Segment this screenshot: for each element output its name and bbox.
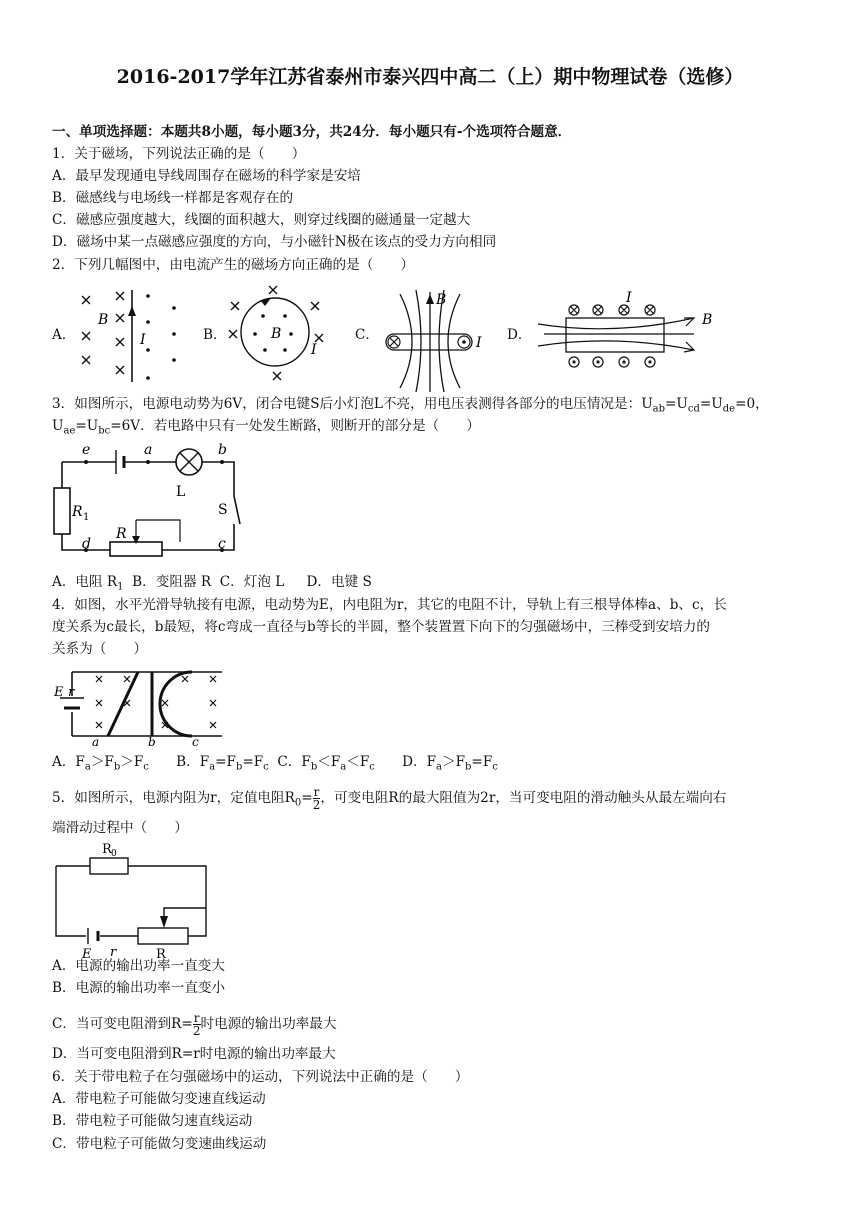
q4-label-a: a <box>92 735 100 749</box>
q4-stem-line2: 度关系为c最长，b最短，将c弯成一直径与b等长的半圆，整个装置置下向下的匀强磁场中，三棒受到安培力的 <box>52 619 710 635</box>
q4-stem-line1: 4．如图，水平光滑导轨接有电源，电动势为E，内电阻为r，其它的电阻不计，导轨上有三根导体棒a、b、c，长 <box>52 597 727 613</box>
section-heading: 一、单项选择题：本题共8小题，每小题3分，共24分．每小题只有-个选项符合题意． <box>52 124 572 140</box>
q5-label-rv: R <box>156 947 166 962</box>
q5-stem-line2: 端滑动过程中（ ） <box>52 820 188 836</box>
q5-label-e: E <box>82 947 92 962</box>
q2c-b-label: B <box>436 292 447 308</box>
q4-label-c: c <box>192 735 199 749</box>
q2-figure-c <box>380 288 500 388</box>
q6-option-b: B．带电粒子可能做匀速直线运动 <box>52 1113 253 1129</box>
q2b-b-label: B <box>271 326 282 342</box>
q5-label-r0: R <box>102 842 112 857</box>
q2a-i-label: I <box>140 332 146 348</box>
q5-label-r: r <box>110 945 117 960</box>
q3-label-e: e <box>82 442 91 458</box>
q5-option-d: D．当可变电阻滑到R=r时电源的输出功率最大 <box>52 1046 336 1062</box>
q5-fraction: $\frac{r}{2}$ <box>312 785 321 812</box>
q6-option-c: C．带电粒子可能做匀变速曲线运动 <box>52 1136 267 1152</box>
q5-option-b: B．电源的输出功率一直变小 <box>52 980 226 996</box>
q3-label-d: d <box>82 536 91 552</box>
q3-label-a: a <box>144 442 153 458</box>
q4-label-b: b <box>148 735 156 749</box>
q3-label-r1: R <box>72 504 83 520</box>
q3-label-c: c <box>218 536 226 552</box>
q4-options: A．$F_a>F_b>F_c$ B．$F_a=F_b=F_c$ C．$F_b<F_a<F_c$ D．$F_a>F_b=F_c$ <box>52 754 498 773</box>
q3-label-r: R <box>116 526 127 542</box>
q3-label-s: S <box>218 502 228 518</box>
q4-label-r: r <box>68 685 75 700</box>
q3-label-r1-sub: 1 <box>83 512 90 523</box>
q4-stem-line3: 关系为（ ） <box>52 641 148 657</box>
q5-circuit <box>52 840 222 962</box>
q2d-b-label: B <box>702 312 713 328</box>
q2a-b-label: B <box>98 312 109 328</box>
page-title: 2016-2017学年江苏省泰州市泰兴四中高二（上）期中物理试卷（选修） <box>116 66 744 88</box>
q2-figure-b <box>225 284 325 384</box>
q6-option-a: A．带电粒子可能做匀变速直线运动 <box>52 1091 266 1107</box>
q3-label-b: b <box>218 442 227 458</box>
q2-figure-d <box>534 288 724 388</box>
q5-option-c-fraction: $\frac{r}{2}$ <box>192 1011 201 1038</box>
q5-stem-line1: 5．如图所示，电源内阻为r，定值电阻$R_0=$ $\frac{r}{2}$ ，可变电阻R的最大阻值为2r，当可变电阻的滑动触头从最左端向右 <box>52 785 727 812</box>
q2c-i-label: I <box>476 335 482 351</box>
q1-option-a: A．最早发现通电导线周围存在磁场的科学家是安培 <box>52 168 361 184</box>
q6-stem: 6．关于带电粒子在匀强磁场中的运动，下列说法中正确的是（ ） <box>52 1069 469 1085</box>
q4-figure <box>52 668 227 749</box>
q5-label-r0-sub: 0 <box>111 849 117 859</box>
q2b-i-label: I <box>311 342 317 358</box>
q3-label-l: L <box>176 484 186 500</box>
q3-stem-line1: 3．如图所示，电源电动势为6V，闭合电键S后小灯泡L不亮，用电压表测得各部分的电压情况是：$U_{ab}=U_{cd}=U_{de}=0$， <box>52 396 769 415</box>
q2-figure-a <box>76 286 196 386</box>
q5-option-a: A．电源的输出功率一直变大 <box>52 958 225 974</box>
q1-option-c: C．磁感应强度越大，线圈的面积越大，则穿过线圈的磁通量一定越大 <box>52 212 471 228</box>
q1-option-b: B．磁感线与电场线一样都是客观存在的 <box>52 190 294 206</box>
q2d-i-label: I <box>626 290 632 306</box>
q2-label-c: C． <box>355 327 379 343</box>
q2-label-a: A． <box>52 327 76 343</box>
q4-label-e: E <box>54 685 64 700</box>
q2-stem: 2．下列几幅图中，由电流产生的磁场方向正确的是（ ） <box>52 257 415 273</box>
q1-stem: 1．关于磁场，下列说法正确的是（ ） <box>52 146 306 162</box>
q1-option-d: D．磁场中某一点磁感应强度的方向，与小磁针N极在该点的受力方向相同 <box>52 234 497 250</box>
q2-label-d: D． <box>507 327 532 343</box>
q2-label-b: B． <box>203 327 227 343</box>
q3-options: A．电阻 $R_1$ B．变阻器 R C．灯泡 L D．电键 S <box>52 574 372 593</box>
q3-stem-line2: $U_{ae}=U_{bc}=6V$．若电路中只有一处发生断路，则断开的部分是（ ） <box>52 418 480 437</box>
q3-circuit <box>52 440 252 570</box>
q5-option-c: C．当可变电阻滑到R= $\frac{r}{2}$ 时电源的输出功率最大 <box>52 1011 337 1038</box>
